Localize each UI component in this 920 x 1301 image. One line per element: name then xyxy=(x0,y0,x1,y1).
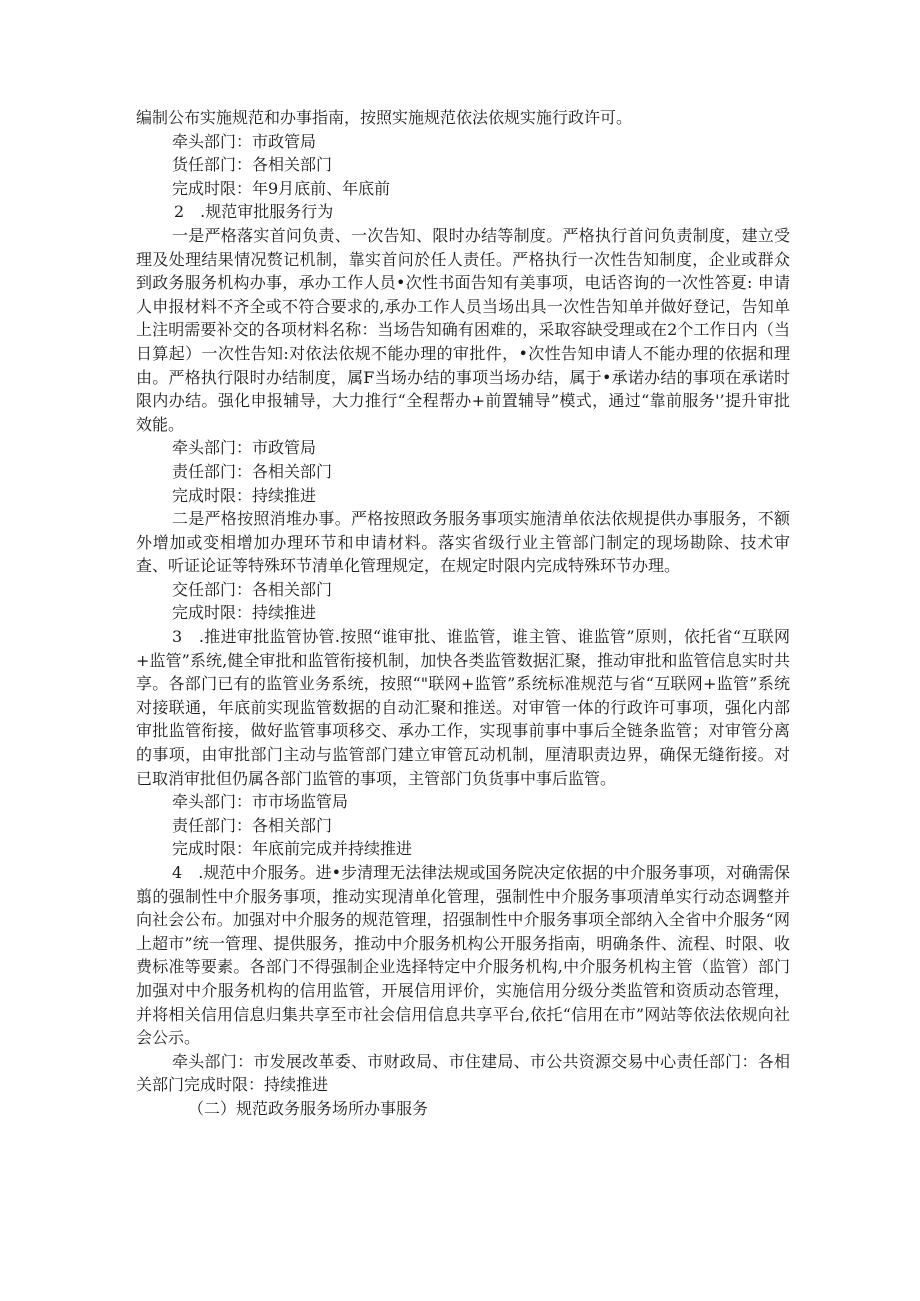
responsible-department-line: 货任部门：各相关部门 xyxy=(172,155,333,175)
responsible-department-line: 责任部门：各相关部门 xyxy=(172,815,333,835)
responsible-department-line: 责任部门：各相关部门 xyxy=(172,461,333,481)
item-2-heading: 2 .规范审批服务行为 xyxy=(174,202,334,222)
second-measure-paragraph: 二是严格按照消堆办事。严格按照政务服务事项实施清单依法依规提供办事服务，不额外增加或变相增加办理环节和申请材料。落实省级行业主管部门制定的现场勘除、技术审查、听证论证等特殊环节清单化管理规定，在规定时限内完成特殊环节办理。 xyxy=(136,509,790,576)
lead-department-line: 牵头部门：市政管局 xyxy=(172,438,317,458)
section-heading: （二）规范政务服务场所办事服务 xyxy=(188,1098,429,1118)
deadline-line: 完成时限：年9月底前、年底前 xyxy=(172,178,391,198)
deadline-line: 完成时限：持续推进 xyxy=(172,603,317,623)
lead-department-line: 牵头部门：市政管局 xyxy=(172,131,317,151)
lead-department-line: 牵头部门：市市场监管局 xyxy=(172,792,349,812)
item-4-paragraph: 4 .规范中介服务。进•步清理无法律法规或国务院决定依据的中介服务事项，对确需保翦的强制性中介服务事项，推动实现清单化管理，强制性中介服务事项清单实行动态调整并向社会公布。加强对中介服务的规范管理，招强制性中介服务事项全部纳入全省中介服务“网上超市”统一管理、提供服务，推动中介服务机构公开服务指南，明确条件、流程、时限、收费标准等要素。各部门不得强制企业选择特定中介服务机构,中介服务机构主管（监管）部门加强对中介服务机构的信用监管，开展信用评价，实施信用分级分类监管和资质动态管理，并将相关信用信息归集共享至市社会信用信息共享平台,依托“信用在市”网站等依法依规向社会公示。 xyxy=(136,863,790,1048)
item-3-paragraph: 3 .推进审批监管协管.按照“谁审批、谁监管，谁主管、谁监管”原则，依托省“互联网+监管”系统,健全审批和监管衔接机制，加快各类监管数据汇聚，推动审批和监管信息实时共享。各部门已有的监管业务系统，按照“"联网+监管”系统标准规范与省“互联网+监管”系统对接联通，年底前实现监管数据的自动汇聚和推送。对审管一体的行政许可事项，强化内部审批监管衔接，做好监管事项移交、承办工作，实现事前事中事后全链条监管；对审管分离的事项，由审批部门主动与监管部门建立审管瓦动机制，厘清职责边界，确保无缝衔接。对已取消审批但仍属各部门监管的事项，主管部门负货事中事后监管。 xyxy=(136,627,790,788)
deadline-line: 完成时限：持续推进 xyxy=(172,485,317,505)
intro-paragraph: 编制公布实施规范和办事指南，按照实施规范依法依规实施行政许可。 xyxy=(136,108,633,127)
first-measure-paragraph: 一是严格落实首问负责、一次告知、限时办结等制度。严格执行首问负责制度，建立受理及处理结果情况赘记机制，靠实首问於任人责任。严格执行一次性告知制度，企业或群众到政务服务机构办事，承办工作人员•次性书面告知有美事项，电话咨询的一次性答夏: 申请人申报材料不齐全或不符合要求的,承办工作人员当场出具一次性告知单并做好登记，告知单上注明需要补交的各项材料名称：当场告知确有困难的，采取容缺受理或在2个工作日内（当日算起）一次性告知:对依法依规不能办理的审批件，•次性告知申请人不能办理的依据和理由。严格执行限时办结制度，属F当场办结的事项当场办结，属于•承诺办结的事项在承诺时限内办结。强化申报辅导，大力推行“全程帮办+前置辅导”模式，通过“靠前服务'’提升审批效能。 xyxy=(136,225,790,434)
responsible-department-line: 交任部门：各相关部门 xyxy=(172,579,333,599)
departments-deadline-paragraph: 牵头部门：市发展改革委、市财政局、市住建局、市公共资源交易中心责任部门：各相关部门完成时限：持续推进 xyxy=(136,1051,790,1095)
deadline-line: 完成时限：年底前完成并持续推进 xyxy=(172,839,413,859)
